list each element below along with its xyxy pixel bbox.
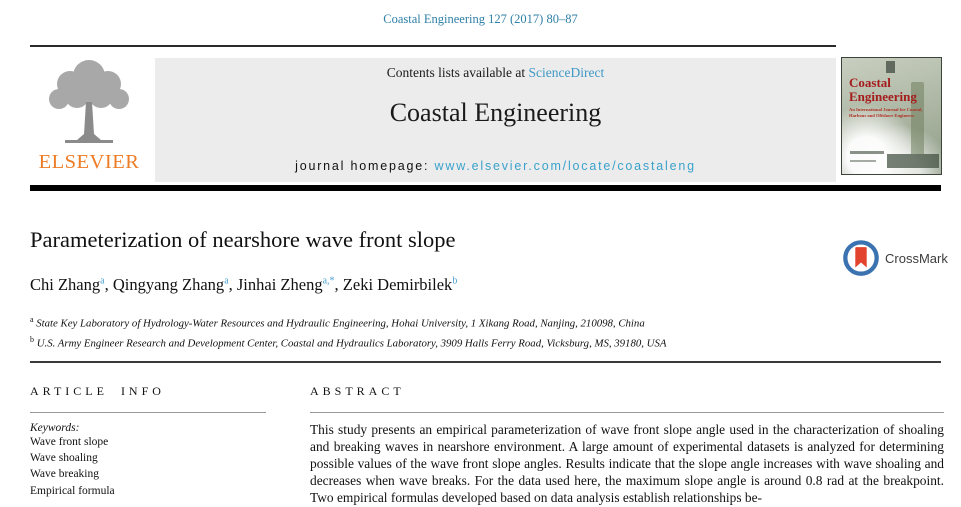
author-affiliation-mark: a [224, 275, 229, 287]
cover-footnote-bar [850, 151, 884, 154]
elsevier-tree-icon [39, 56, 139, 150]
sciencedirect-link[interactable]: ScienceDirect [528, 65, 605, 80]
keyword-item: Wave shoaling [30, 452, 98, 465]
article-info-underline [30, 412, 266, 413]
contents-prefix: Contents lists available at [386, 65, 529, 80]
author-separator: , [104, 275, 113, 294]
crossmark-label: CrossMark [885, 250, 948, 266]
author-affiliation-mark: a,* [322, 275, 335, 287]
author-name: Zeki Demirbilek [342, 275, 453, 294]
cover-footnote-bar-2 [850, 160, 876, 162]
header-bottom-rule [30, 185, 941, 191]
journal-citation: Coastal Engineering 127 (2017) 80–87 [383, 12, 578, 26]
author-name: Jinhai Zheng [236, 275, 323, 294]
elsevier-wordmark: ELSEVIER [38, 151, 140, 173]
keyword-item: Wave front slope [30, 436, 109, 448]
homepage-line [155, 159, 836, 173]
author-name: Qingyang Zhang [112, 275, 225, 294]
header-top-rule [30, 45, 836, 47]
cover-title: Coastal Engineering [849, 75, 917, 104]
affiliation-text: U.S. Army Engineer Research and Development Center, Coastal and Hydraulics Laboratory, 3909 Halls Ferry Road, Vicksburg, MS, 39180, USA [34, 337, 667, 350]
author-affiliation-mark: b [452, 275, 458, 287]
cover-pier-graphic [887, 154, 939, 168]
article-title: Parameterization of nearshore wave front slope [30, 227, 456, 252]
affiliation-mark: b [30, 334, 34, 344]
author-separator: , [334, 275, 343, 294]
keyword-item: Empirical formula [30, 484, 115, 497]
affiliation-mark: a [30, 315, 34, 324]
contents-line [155, 65, 836, 81]
crossmark-badge[interactable] [842, 236, 954, 280]
homepage-url-link[interactable]: www.elsevier.com/locate/coastaleng [434, 159, 696, 173]
cover-publisher-stamp-icon [886, 61, 895, 73]
article-info-section [30, 384, 266, 499]
abstract-underline [310, 412, 944, 413]
abstract-section [310, 384, 944, 507]
journal-cover-thumbnail [841, 57, 942, 175]
crossmark-icon [842, 239, 880, 277]
affiliation-list [30, 312, 666, 351]
affiliation-text: State Key Laboratory of Hydrology-Water Resources and Hydraulic Engineering, Hohai University, 1 Xikang Road, Nanjing, 210098, China [33, 317, 645, 330]
cover-subtitle: An International Journal for Coastal, Harbour and Offshore Engineers [849, 107, 923, 118]
journal-header-box [155, 58, 836, 182]
affiliation-item [30, 332, 666, 352]
keywords-label: Keywords: [30, 422, 80, 434]
journal-title: Coastal Engineering [389, 98, 602, 127]
abstract-text: This study presents an empirical parameterization of wave front slope angle used in the characterization of shoaling and breaking waves in nearshore environment. A large amount of experimental datasets is analyzed for determining possible values of the wave front slope angles. Results indicate that the slope angle increases with wave shoaling and decreases when wave breaks. For the data used here, the maximum slope angle is around 0.8 rad at the breakpoint. Two empirical formulas developed based on data analysis establish relationships be- [310, 422, 944, 505]
abstract-heading: ABSTRACT [310, 384, 405, 398]
homepage-label: journal homepage: [295, 159, 435, 173]
section-divider-rule [30, 361, 941, 363]
article-info-heading: ARTICLE INFO [30, 384, 165, 398]
author-name: Chi Zhang [30, 275, 101, 294]
author-list [30, 275, 457, 295]
author-affiliation-mark: a [100, 275, 105, 287]
keyword-item: Wave breaking [30, 468, 99, 481]
affiliation-item [30, 312, 666, 332]
elsevier-logo [26, 56, 152, 182]
author-separator: , [228, 275, 237, 294]
